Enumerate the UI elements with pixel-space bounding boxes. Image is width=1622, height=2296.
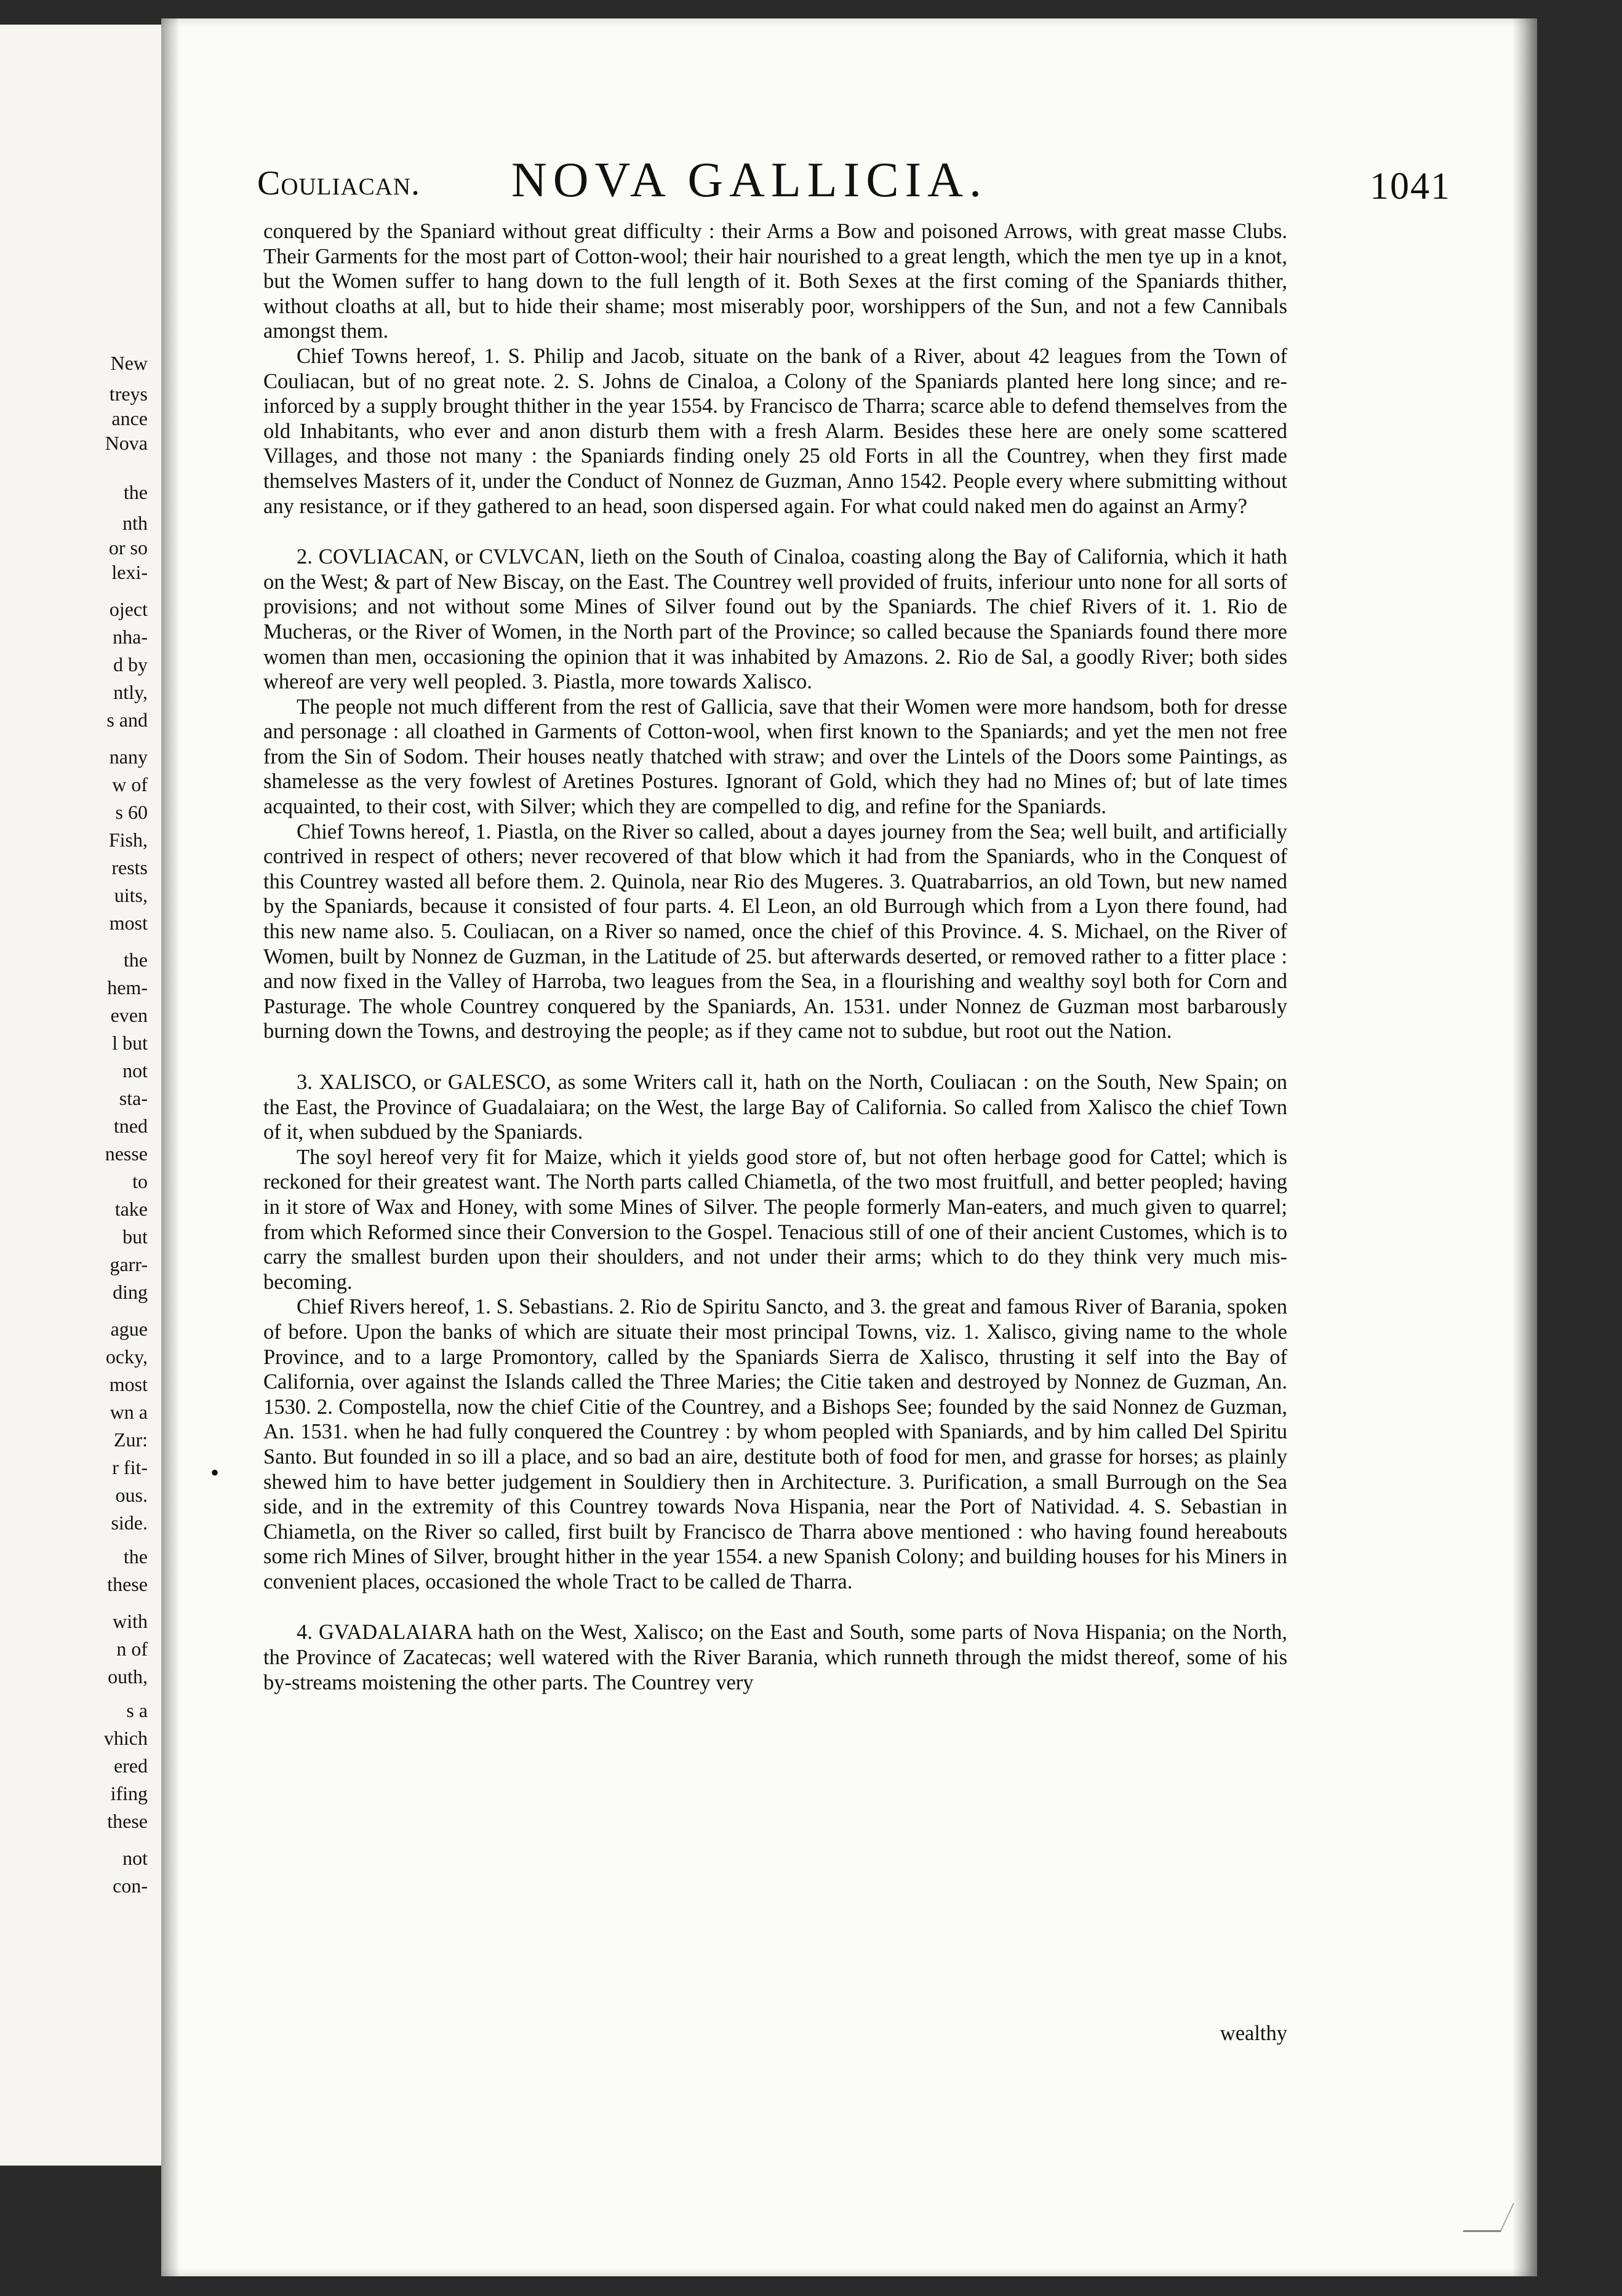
paragraph: Chief Towns hereof, 1. Piastla, on the River so called, about a dayes journey from the Sea; well built, and artificially contrived in respect of others; never recovered of that blow which it had from the Spaniards, who in the Conquest of this Countrey wasted all before them. 2. Quinola, near Rio des Mugeres. 3. Quatrabarrios, an old Town, but new named by the Spaniards, because it consisted of four parts. 4. El Leon, an old Burrough which from a Lyon there found, had this new name also. 5. Couliacan, on a River so named, once the chief of this Province. 4. S. Michael, on the River of Women, built by Nonnez de Guzman, in the Latitude of 25. but afterwards deserted, or removed rather to a fitter place : and now fixed in the Valley of Harroba, two leagues from the Sea, in a flourishing and wealthy soyl both for Corn and Pasturage. The whole Countrey conquered by the Spaniards, An. 1531. under Nonnez de Guzman most barbarously burning down the Towns, and destroying the people; as if they came not to subdue, but root out the Nation. [263,819,1287,1043]
running-head-left: Couliacan. [257,164,420,202]
facing-page-line: sta- [119,1087,148,1109]
facing-page-line: s a [126,1699,148,1721]
margin-mark: • [210,1459,220,1486]
facing-page-line: even [110,1004,148,1026]
facing-page-line: outh, [108,1665,148,1688]
facing-page-line: nesse [105,1142,148,1165]
facing-page-line: nany [109,746,148,768]
facing-page-line: w of [112,773,148,795]
facing-page-line: ague [110,1318,148,1340]
facing-page-line: but [122,1226,148,1248]
facing-page-line: uits, [114,884,148,906]
facing-page-line: ous. [115,1484,148,1506]
facing-page-line: hem- [107,976,148,999]
facing-page-line: not [122,1059,148,1082]
facing-page-line: l but [112,1032,148,1054]
facing-page-line: not [122,1847,148,1869]
paragraph: The soyl hereof very fit for Maize, which it yields good store of, but not often herbage good for Cattel; which is reckoned for their greatest want. The North parts called Chiametla, of the two most fruitfull, and better peopled; having in it store of Wax and Honey, with some Mines of Silver. The people formerly Man-eaters, and much given to quarrel; from which Reformed since their Conversion to the Gospel. Tenacious still of one of their ancient Customes, which is to carry the smallest burden upon their shoulders, and not under their arms; which to do they think very much mis-becoming. [263,1145,1287,1294]
facing-page-line: the [123,949,148,971]
paragraph: The people not much different from the rest of Gallicia, save that their Women were more handsom, both for dresse and personage : all cloathed in Garments of Cotton-wool, when first known to the Spaniards; and yet the men not free from the Sin of Sodom. Their houses neatly thatched with straw; and over the Lintels of the Doors some Paintings, as shamelesse as the very fowlest of Aretines Postures. Ignorant of Gold, which they had no Mines of; but of late times acquainted, to their cost, with Silver; which they are compelled to dig, and refine for the Spaniards. [263,695,1287,819]
facing-page-line: wn a [110,1401,148,1423]
section-coliacan: 2. COVLIACAN, or CVLVCAN, lieth on the South of Cinaloa, coasting along the Bay of California, which it hath on the West; & part of New Biscay, on the East. The Countrey well provided of fruits, inferiour unto none for all sorts of provisions; and not without some Mines of Silver found out by the Spaniards. The chief Rivers of it. 1. Rio de Mucheras, or the River of Women, in the North part of the Province; so called because the Spaniards found there more women than men, occasioning the opinion that it was inhabited by Amazons. 2. Rio de Sal, a goodly River; both sides whereof are very well peopled. 3. Piastla, more towards Xalisco. [263,545,1287,694]
facing-page-line: Fish, [108,829,148,851]
facing-page-line: con- [113,1875,148,1897]
facing-page-line: n of [116,1638,148,1660]
running-head-title: NOVA GALLICIA. [511,153,988,207]
facing-page-line: s and [106,709,148,731]
paragraph: conquered by the Spaniard without great difficulty : their Arms a Bow and poisoned Arrows, with great masse Clubs. Their Garments for the most part of Cotton-wool; their hair nourished to a great length, which the men tye up in a knot, but the Women suffer to hang down to the full length of it. Both Sexes at the first coming of the Spaniards thither, without cloaths at all, but to hide their shame; most miserably poor, worshippers of the Sun, and not a few Cannibals amongst them. [263,220,1287,343]
book-page [161,18,1537,2276]
facing-page-line: or so [108,536,148,559]
facing-page-line: rests [111,856,148,879]
facing-page-fragment [0,25,164,2166]
section-guadalaiara: 4. GVADALAIARA hath on the West, Xalisco; on the East and South, some parts of Nova Hispania; on the North, the Province of Zacatecas; well watered with the River Barania, which runneth through the midst thereof, some of his by-streams moistening the other parts. The Countrey very [263,1620,1287,1694]
facing-page-line: r fit- [112,1456,148,1478]
page-corner-mark [1463,2203,1514,2232]
page-number: 1041 [1370,165,1451,207]
facing-page-line: most [109,912,148,934]
facing-page-line: s 60 [115,801,148,823]
facing-page-line: vhich [103,1727,148,1749]
facing-page-line: ifing [110,1782,148,1804]
facing-page-line: most [109,1373,148,1395]
facing-page-line: the [123,481,148,503]
facing-page-line: Zur: [113,1429,148,1451]
facing-page-line: ntly, [113,681,148,703]
facing-page-line: tned [113,1115,148,1137]
facing-page-line: the [123,1545,148,1568]
facing-page-line: ance [111,407,148,429]
facing-page-line: lexi- [111,561,148,583]
catchword: wealthy [1220,2022,1287,2045]
body-text [263,219,1287,1695]
facing-page-line: take [114,1198,148,1220]
facing-page-line: garr- [110,1253,148,1275]
facing-page-line: New [110,352,148,374]
facing-page-line: to [132,1170,148,1192]
section-xalisco: 3. XALISCO, or GALESCO, as some Writers call it, hath on the North, Couliacan : on the South, New Spain; on the East, the Province of Guadalaiara; on the West, the large Bay of California. So called from Xalisco the chief Town of it, when subdued by the Spaniards. [263,1070,1287,1144]
facing-page-line: nha- [113,626,148,648]
facing-page-line: with [113,1610,148,1632]
page-edge-shadow [1512,18,1537,2276]
facing-page-line: side. [111,1512,148,1534]
facing-page-line: ocky, [105,1345,148,1368]
running-head [257,146,1488,208]
facing-page-line: ding [113,1281,148,1303]
facing-page-line: d by [113,653,148,676]
facing-page-line: ered [113,1755,148,1777]
gutter-shadow [161,18,180,2276]
facing-page-line: nth [122,512,148,534]
facing-page-line: treys [109,383,148,405]
facing-page-line: these [107,1810,148,1832]
paragraph: Chief Towns hereof, 1. S. Philip and Jacob, situate on the bank of a River, about 42 leagues from the Town of Couliacan, but of no great note. 2. S. Johns de Cinaloa, a Colony of the Spaniards planted here long since; and re-inforced by a supply brought thither in the year 1554. by Francisco de Tharra; scarce able to defend themselves from the old Inhabitants, who ever and anon disturb them with a fresh Alarm. Besides these here are onely some scattered Villages, and those not many : the Spaniards finding onely 25 old Forts in all the Countrey, when they first made themselves Masters of it, under the Conduct of Nonnez de Guzman, Anno 1542. People every where submitting without any resistance, or if they gathered to an head, soon dispersed again. For what could naked men do against an Army? [263,344,1287,518]
paragraph: Chief Rivers hereof, 1. S. Sebastians. 2. Rio de Spiritu Sancto, and 3. the great and famous River of Barania, spoken of before. Upon the banks of which are situate their most principal Towns, viz. 1. Xalisco, giving name to the whole Province, and to a large Promontory, called by the Spaniards Sierra de Xalisco, thrusting it self into the Bay of California, over against the Islands called the Three Maries; the Citie taken and destroyed by Nonnez de Guzman, An. 1530. 2. Compostella, now the chief Citie of the Countrey, and a Bishops See; founded by the said Nonnez de Guzman, An. 1531. when he had fully conquered the Countrey : by whom peopled with Spaniards, and by him called Del Spiritu Santo. But founded in so ill a place, and so bad an aire, destitute both of food for men, and grasse for horses; as plainly shewed him to have better judgement in Souldiery then in Architecture. 3. Purification, a small Burrough on the Sea side, and in the extremity of this Countrey towards Nova Hispania, near the Port of Natividad. 4. S. Sebastian in Chiametla, on the River so called, first built by Francisco de Tharra above mentioned : who having found hereabouts some rich Mines of Silver, brought hither in the year 1554. a new Spanish Colony; and building houses for his Miners in convenient places, occasioned the whole Tract to be called de Tharra. [263,1295,1287,1593]
facing-page-line: these [107,1573,148,1595]
facing-page-line: Nova [105,432,148,454]
facing-page-line: oject [109,598,148,620]
